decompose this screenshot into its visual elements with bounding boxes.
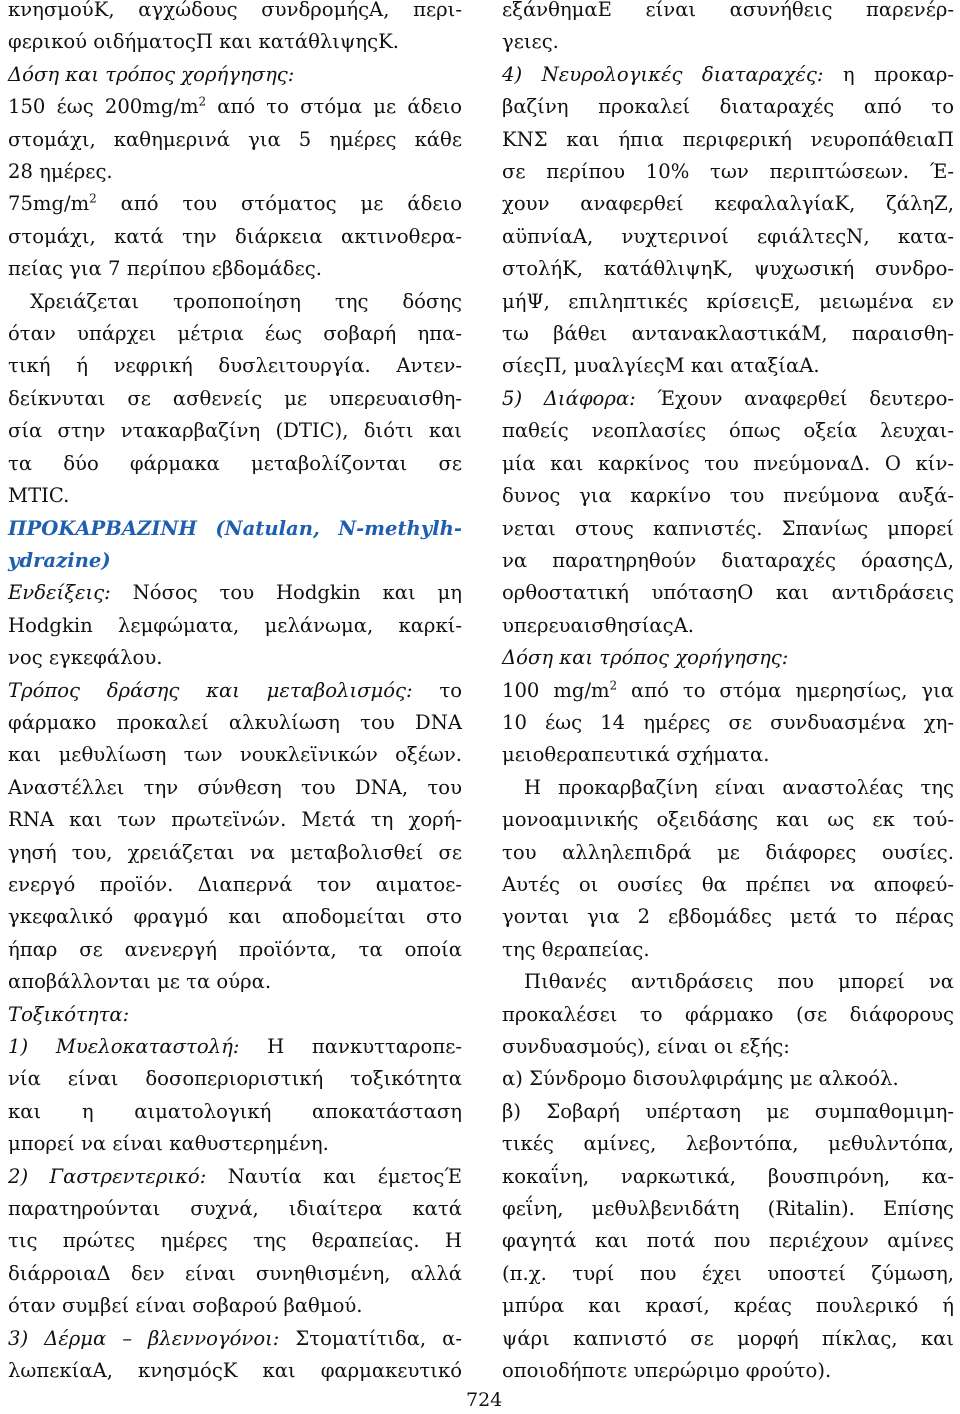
text-segment: μπύρα και κρασί, κρέας πουλερικό ή: [502, 1294, 954, 1318]
section-heading: ydrazine): [8, 548, 111, 572]
text-line: [8, 1031, 462, 1063]
text-segment: στομάχι, καθημερινά για 5 ημέρες κάθε: [8, 127, 462, 151]
text-line: [8, 318, 462, 350]
text-segment: νία είναι δοσοπεριοριστική τοξικότητα: [8, 1067, 462, 1091]
text-segment: συνδυασμούς), είναι οι εξής:: [502, 1035, 790, 1058]
text-line: [8, 804, 462, 836]
text-segment: ενεργό προϊόν. Διαπερνά τον αιματοε-: [8, 872, 462, 896]
text-line: [8, 448, 462, 480]
text-line: [502, 675, 954, 707]
text-line: [502, 772, 954, 804]
text-line: [502, 1128, 954, 1160]
text-line: [502, 91, 954, 123]
text-line: [502, 1161, 954, 1193]
text-line: [8, 383, 462, 415]
text-segment: γησή του, χρειάζεται να μεταβολισθεί σε: [8, 840, 462, 864]
text-segment: τις πρώτες ημέρες της θεραπείας. Η: [8, 1229, 462, 1253]
text-segment: γειες.: [502, 30, 559, 54]
text-line: [502, 1323, 954, 1355]
text-segment: Αυτές οι ουσίες θα πρέπει να αποφεύ-: [502, 872, 954, 896]
text-line: [8, 513, 462, 545]
text-line: [502, 318, 954, 350]
text-segment: η προκαρ-: [823, 62, 954, 86]
text-segment: αϋπνίαΑ, νυχτερινοί εφιάλτεςΝ, κατα-: [502, 224, 954, 248]
text-segment: MTIC.: [8, 484, 70, 508]
text-line: [8, 1193, 462, 1225]
superscript: 2: [89, 191, 97, 206]
text-segment: από το στόμα ημερησίως, για: [617, 678, 955, 702]
text-line: [8, 1258, 462, 1290]
text-segment: τα δύο φάρμακα μεταβολίζονται σε: [8, 451, 462, 475]
text-line: [502, 1063, 954, 1095]
italic-label: Τρόπος δράσης και μεταβολισμός:: [8, 678, 413, 702]
text-segment: μπορεί να είναι καθυστερημένη.: [8, 1132, 329, 1156]
text-segment: RNA και των πρωτεϊνών. Μετά τη χορή-: [8, 808, 462, 832]
text-segment: βαζίνη προκαλεί διαταραχές από το: [502, 95, 954, 119]
text-line: [502, 124, 954, 156]
text-line: [502, 966, 954, 998]
text-line: [8, 1355, 462, 1387]
italic-label: 5) Διάφορα:: [502, 386, 636, 410]
text-segment: 150 έως 200mg/m: [8, 95, 199, 119]
text-line: [502, 1031, 954, 1063]
text-line: [502, 1258, 954, 1290]
text-line: [8, 901, 462, 933]
text-line: [8, 1323, 462, 1355]
text-segment: τικές αμίνες, λεβοντόπα, μεθυλντόπα,: [502, 1132, 954, 1156]
text-segment: από το στόμα με άδειο: [206, 95, 462, 119]
italic-label: Ενδείξεις:: [8, 581, 111, 605]
text-line: [8, 1225, 462, 1257]
text-line: [8, 26, 462, 58]
text-line: [502, 610, 954, 642]
text-line: [8, 675, 462, 707]
text-segment: κοκαΐνη, ναρκωτικά, βουσπιρόνη, κα-: [502, 1164, 954, 1188]
text-segment: Έχουν αναφερθεί δευτερο-: [635, 386, 954, 410]
text-segment: πείας για 7 περίπου εβδομάδες.: [8, 257, 322, 281]
text-line: [8, 934, 462, 966]
text-line: [502, 739, 954, 771]
text-segment: Η πανκυτταροπε-: [239, 1035, 462, 1058]
text-segment: στομάχι, κατά την διάρκεια ακτινοθερα-: [8, 224, 462, 248]
page-number: 724: [466, 1389, 503, 1411]
text-line: [8, 124, 462, 156]
text-segment: παθείς νεοπλασίες όπως οξεία λευχαι-: [502, 419, 954, 443]
text-line: [502, 188, 954, 220]
text-segment: τική ή νεφρική δυσλειτουργία. Αντεν-: [8, 354, 462, 378]
text-segment: ορθοστατική υπότασηΟ και αντιδράσεις: [502, 581, 954, 605]
text-line: [8, 869, 462, 901]
text-segment: εξάνθημαΕ είναι ασυνήθεις παρενέρ-: [502, 0, 954, 21]
italic-label: Δόση και τρόπος χορήγησης:: [502, 646, 789, 670]
text-line: [8, 642, 462, 674]
text-line: [8, 188, 462, 220]
text-segment: 10 έως 14 ημέρες σε συνδυασμένα χη-: [502, 710, 954, 734]
text-segment: το: [412, 678, 463, 702]
text-line: [502, 383, 954, 415]
text-line: [502, 1290, 954, 1322]
text-segment: στολήΚ, κατάθλιψηΚ, ψυχωσική συνδρο-: [502, 257, 954, 281]
text-segment: κνησμούΚ, αγχώδους συνδρομήςΑ, περι-: [8, 0, 462, 21]
text-line: [502, 415, 954, 447]
italic-label: 1) Μυελοκαταστολή:: [8, 1035, 240, 1058]
text-line: [502, 577, 954, 609]
text-segment: Νόσος του Hodgkin και μη: [110, 581, 462, 605]
text-segment: αποβάλλονται με τα ούρα.: [8, 970, 272, 994]
text-line: [8, 0, 462, 26]
text-line: [502, 804, 954, 836]
text-line: [502, 1225, 954, 1257]
text-segment: Στοματίτιδα, α-: [279, 1326, 462, 1350]
text-segment: μήΨ, επιληπτικές κρίσειςΕ, μειωμένα εν: [502, 289, 954, 313]
text-segment: 28 ημέρες.: [8, 160, 113, 184]
left-column: [8, 0, 462, 1387]
right-column: [502, 0, 954, 1387]
text-line: [8, 253, 462, 285]
text-segment: οποιοδήποτε υπερώριμο φρούτο).: [502, 1359, 832, 1383]
text-segment: δείκνυται σε ασθενείς με υπερευαισθη-: [8, 386, 462, 410]
text-line: [8, 707, 462, 739]
text-segment: φερικού οιδήματοςΠ και κατάθλιψηςΚ.: [8, 30, 399, 54]
text-segment: Πιθανές αντιδράσεις που μπορεί να: [524, 970, 954, 994]
text-line: [8, 415, 462, 447]
text-line: [8, 545, 462, 577]
text-line: [8, 1128, 462, 1160]
text-line: [8, 610, 462, 642]
text-segment: (π.χ. τυρί που έχει υποστεί ζύμωση,: [502, 1261, 954, 1285]
text-line: [502, 1096, 954, 1128]
text-segment: Hodgkin λεμφώματα, μελάνωμα, καρκί-: [8, 613, 462, 637]
text-segment: όταν υπάρχει μέτρια έως σοβαρή ηπα-: [8, 322, 462, 346]
section-heading: ΠΡΟΚΑΡΒΑΖΙΝΗ (Natulan, N-methylh-: [8, 516, 462, 540]
text-line: [8, 91, 462, 123]
text-line: [502, 642, 954, 674]
text-segment: της θεραπείας.: [502, 937, 650, 961]
text-line: [502, 253, 954, 285]
text-segment: Αναστέλλει την σύνθεση του DNA, του: [8, 775, 462, 799]
text-line: [502, 350, 954, 382]
text-line: [8, 966, 462, 998]
text-line: [502, 513, 954, 545]
text-segment: Η προκαρβαζίνη είναι αναστολέας της: [524, 775, 954, 799]
text-segment: α) Σύνδρομο δισουλφιράμης με αλκοόλ.: [502, 1067, 899, 1091]
text-line: [8, 221, 462, 253]
text-line: [8, 350, 462, 382]
text-segment: τω βάθει αντανακλαστικάΜ, παραισθη-: [502, 322, 954, 346]
text-line: [8, 837, 462, 869]
text-segment: φάρμακο προκαλεί αλκυλίωση του DNA: [8, 710, 462, 734]
text-segment: δυνος για καρκίνο του πνεύμονα αυξά-: [502, 484, 954, 508]
text-segment: να παρατηρηθούν διαταραχές όρασηςΔ,: [502, 548, 954, 572]
text-line: [502, 480, 954, 512]
text-line: [8, 739, 462, 771]
text-line: [502, 59, 954, 91]
text-line: [8, 772, 462, 804]
text-line: [502, 1193, 954, 1225]
italic-label: 4) Νευρολογικές διαταραχές:: [502, 62, 824, 86]
superscript: 2: [609, 678, 618, 692]
text-segment: μειοθεραπευτικά σχήματα.: [502, 743, 770, 767]
text-segment: σε περίπου 10% των περιπτώσεων. Έ-: [502, 160, 954, 184]
text-line: [502, 1355, 954, 1387]
text-line: [8, 59, 462, 91]
italic-label: Τοξικότητα:: [8, 1002, 130, 1026]
text-segment: νος εγκεφάλου.: [8, 646, 163, 670]
text-segment: του αλληλεπιδρά με διάφορες ουσίες.: [502, 840, 954, 864]
text-line: [502, 26, 954, 58]
text-line: [502, 448, 954, 480]
text-segment: και μεθυλίωση των νουκλεϊνικών οξέων.: [8, 743, 462, 767]
text-segment: μονοαμινικής οξειδάσης και ως εκ τού-: [502, 808, 954, 832]
text-line: [502, 0, 954, 26]
text-line: [502, 707, 954, 739]
italic-label: Δόση και τρόπος χορήγησης:: [8, 62, 295, 86]
text-line: [8, 577, 462, 609]
text-line: [8, 1290, 462, 1322]
text-segment: σίεςΠ, μυαλγίεςΜ και αταξίαΑ.: [502, 354, 820, 378]
text-segment: παρατηρούνται συχνά, ιδιαίτερα κατά: [8, 1197, 462, 1221]
italic-label: 2) Γαστρεντερικό:: [8, 1164, 207, 1188]
text-line: [8, 286, 462, 318]
superscript: 2: [198, 94, 207, 109]
text-segment: υπερευαισθησίαςΑ.: [502, 613, 694, 637]
text-line: [8, 480, 462, 512]
text-segment: Χρειάζεται τροποποίηση της δόσης: [30, 289, 462, 313]
text-segment: προκαλέσει το φάρμακο (σε διάφορους: [502, 1002, 954, 1026]
text-line: [8, 1063, 462, 1095]
text-segment: μία και καρκίνος του πνεύμοναΔ. Ο κίν-: [502, 451, 954, 475]
text-segment: λωπεκίαΑ, κνησμόςΚ και φαρμακευτικό: [8, 1359, 462, 1383]
text-segment: 75mg/m: [8, 192, 90, 216]
text-segment: γκεφαλικό φραγμό και αποδομείται στο: [8, 905, 462, 929]
text-segment: όταν συμβεί είναι σοβαρού βαθμού.: [8, 1294, 363, 1318]
text-segment: διάρροιαΔ δεν είναι συνηθισμένη, αλλά: [8, 1261, 462, 1285]
text-segment: ΚΝΣ και ήπια περιφερική νευροπάθειαΠ: [502, 127, 954, 151]
text-line: [502, 901, 954, 933]
text-line: [502, 999, 954, 1031]
text-line: [8, 1161, 462, 1193]
text-segment: φεΐνη, μεθυλβενιδάτη (Ritalin). Επίσης: [502, 1197, 954, 1221]
text-segment: νεται στους καπνιστές. Σπανίως μπορεί: [502, 516, 954, 540]
text-segment: φαγητά και ποτά που περιέχουν αμίνες: [502, 1229, 954, 1253]
text-segment: σία στην ντακαρβαζίνη (DTIC), διότι και: [8, 419, 462, 443]
text-segment: 100 mg/m: [502, 678, 610, 702]
italic-label: 3) Δέρμα – βλεννογόνοι:: [8, 1326, 280, 1350]
text-line: [502, 869, 954, 901]
text-segment: β) Σοβαρή υπέρταση με συμπαθομιμη-: [502, 1099, 954, 1123]
text-segment: Ναυτία και έμετοςΈ: [206, 1164, 462, 1188]
text-line: [502, 545, 954, 577]
text-line: [502, 934, 954, 966]
text-line: [8, 1096, 462, 1128]
text-segment: ήπαρ σε ανενεργή προϊόντα, τα οποία: [8, 937, 462, 961]
text-line: [502, 837, 954, 869]
text-segment: γονται για 2 εβδομάδες μετά το πέρας: [502, 905, 954, 929]
text-line: [502, 286, 954, 318]
text-segment: χουν αναφερθεί κεφαλαλγίαΚ, ζάληΖ,: [502, 192, 954, 216]
text-line: [8, 156, 462, 188]
text-line: [502, 221, 954, 253]
text-segment: από του στόματος με άδειο: [96, 192, 462, 216]
text-segment: ψάρι καπνιστό σε μορφή πίκλας, και: [502, 1326, 954, 1350]
text-line: [502, 156, 954, 188]
text-segment: και η αιματολογική αποκατάσταση: [8, 1099, 462, 1123]
text-line: [8, 999, 462, 1031]
